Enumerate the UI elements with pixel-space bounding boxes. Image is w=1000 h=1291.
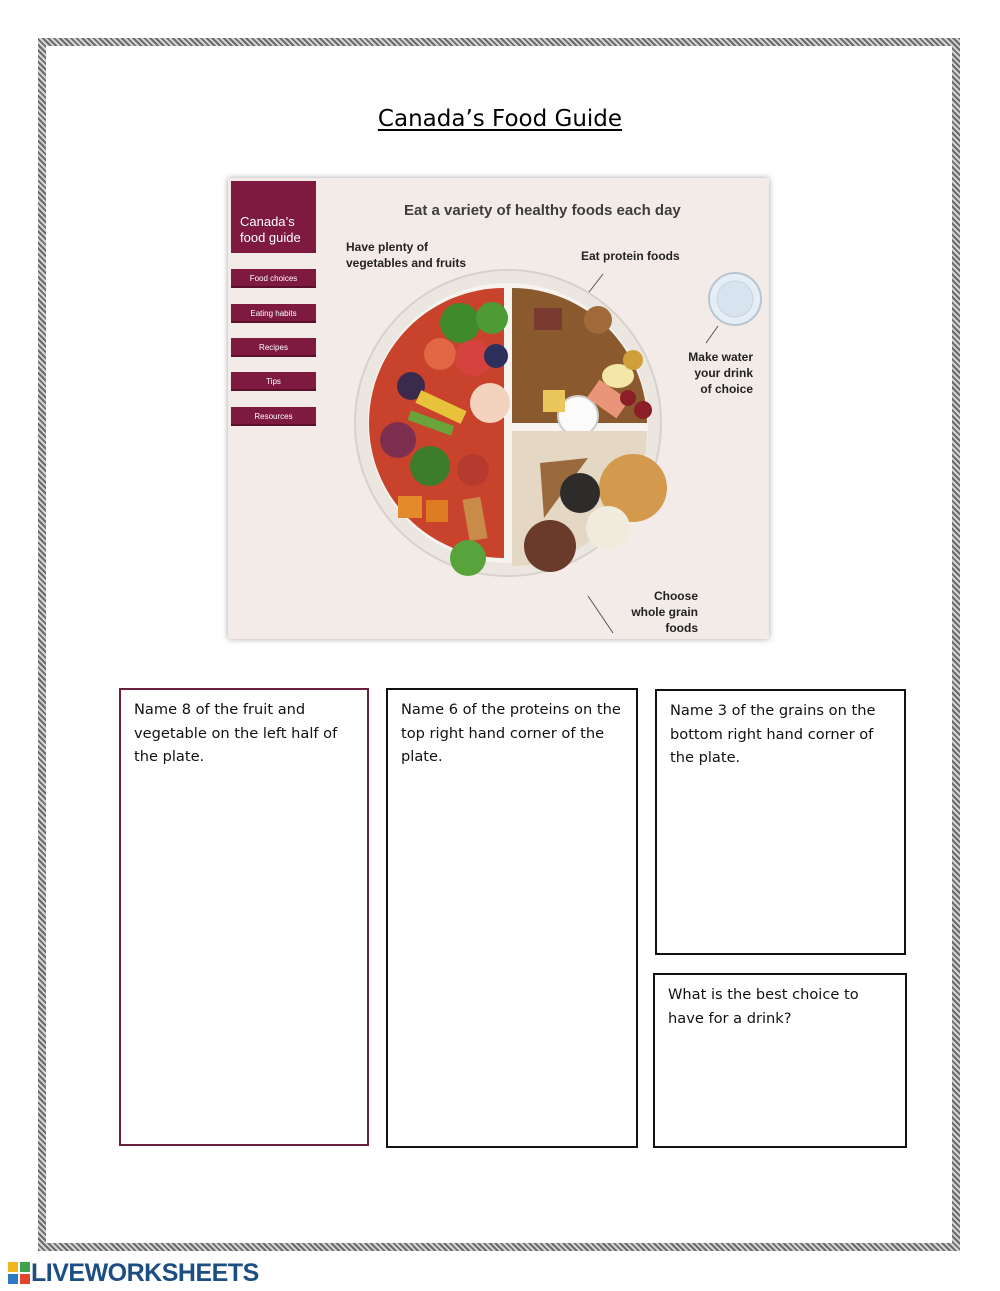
answer-box-drink[interactable] — [653, 973, 907, 1148]
label-vegetables-fruits: Have plenty of vegetables and fruits — [346, 240, 467, 270]
answer-box-fruits-vegetables[interactable] — [119, 688, 369, 1146]
poster-heading: Eat a variety of healthy foods each day — [404, 202, 681, 219]
page-title: Canada’s Food Guide — [377, 106, 623, 132]
menu-item-recipes: Recipes — [231, 338, 316, 357]
poster-sidebar — [231, 181, 316, 431]
menu-item-food-choices: Food choices — [231, 269, 316, 288]
answer-box-proteins[interactable] — [386, 688, 638, 1148]
menu-item-resources: Resources — [231, 407, 316, 426]
question-text: What is the best choice to have for a drink? — [668, 986, 859, 1027]
menu-item-tips: Tips — [231, 372, 316, 391]
question-text: Name 8 of the fruit and vegetable on the left half of the plate. — [134, 701, 338, 765]
label-water: Make water your drink of choice — [688, 350, 753, 396]
poster-brand: Canada’s food guide — [231, 181, 316, 253]
liveworksheets-logo-icon — [8, 1262, 30, 1284]
label-protein-foods: Eat protein foods — [581, 249, 680, 263]
question-text: Name 3 of the grains on the bottom right hand corner of the plate. — [670, 702, 876, 766]
label-whole-grains: Choose whole grain foods — [631, 589, 698, 635]
food-guide-poster — [228, 178, 769, 639]
question-text: Name 6 of the proteins on the top right hand corner of the plate. — [401, 701, 621, 765]
logo-text: LIVEWORKSHEETS — [31, 1259, 259, 1287]
answer-box-grains[interactable] — [655, 689, 906, 955]
protein-food — [512, 288, 652, 436]
menu-item-eating-habits: Eating habits — [231, 304, 316, 323]
